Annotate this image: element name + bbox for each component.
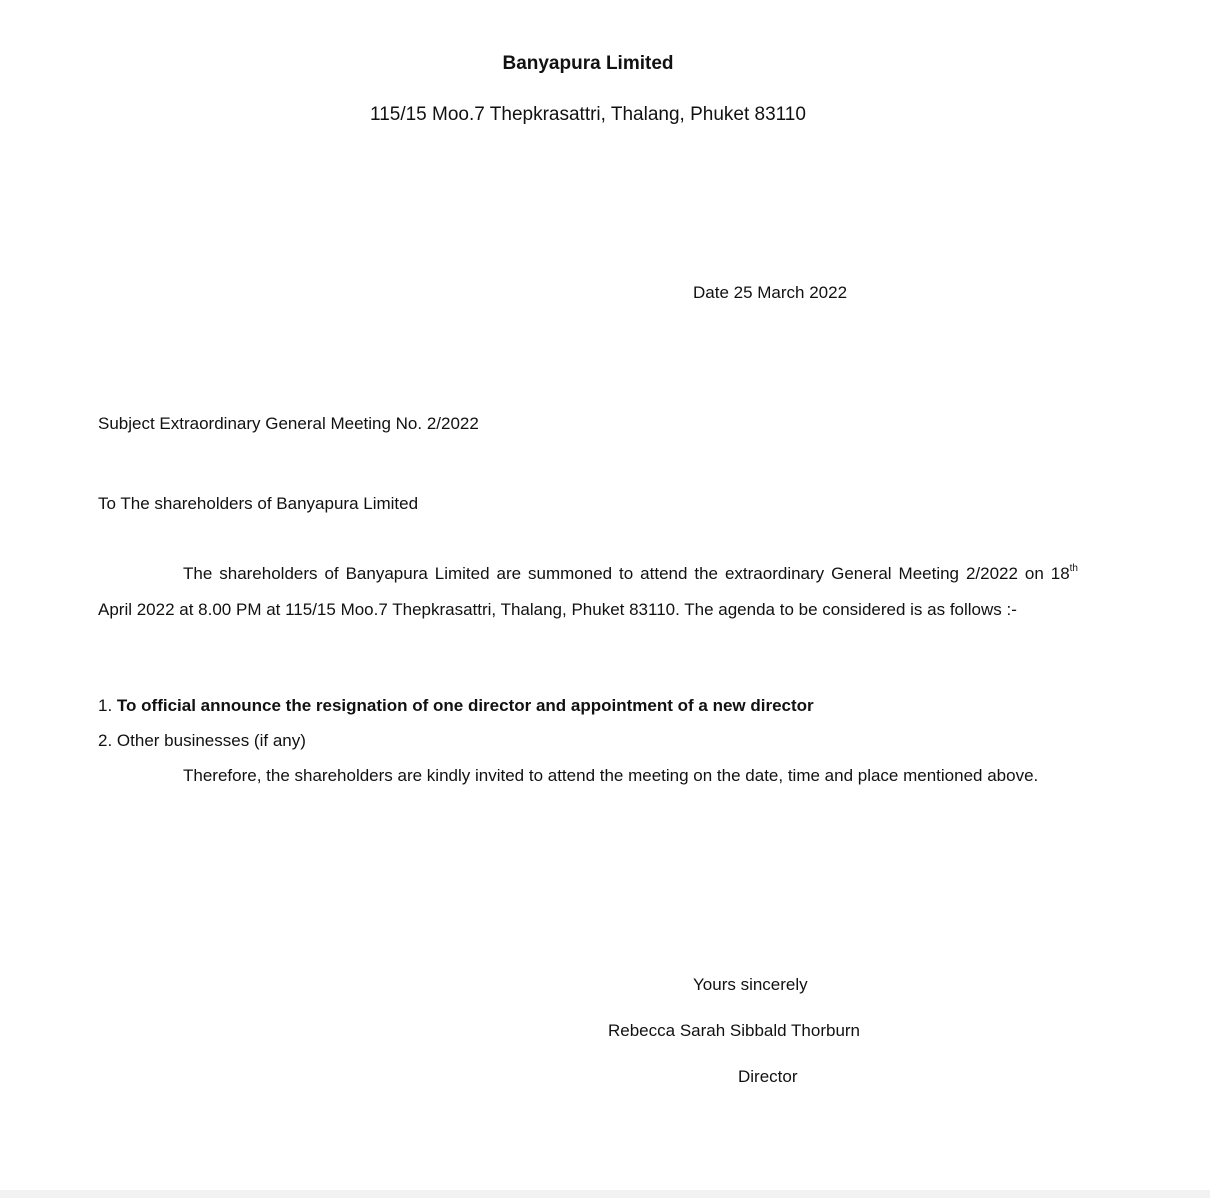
meeting-notice-paragraph — [98, 556, 1078, 628]
salutation: To The shareholders of Banyapura Limited — [98, 494, 419, 513]
notice-text-part-2: April 2022 at 8.00 PM at 115/15 Moo.7 Thepkrasattri, Thalang, Phuket 83110. The agenda to be considered is as follows :- — [98, 600, 1017, 619]
letter-subject: Subject Extraordinary General Meeting No. 2/2022 — [98, 414, 479, 433]
ordinal-suffix: th — [1069, 563, 1078, 574]
agenda-text: Other businesses (if any) — [116, 731, 306, 750]
invitation-text: Therefore, the shareholders are kindly invited to attend the meeting on the date, time and place mentioned above. — [183, 766, 1039, 785]
notice-text-part-1: The shareholders of Banyapura Limited are summoned to attend the extraordinary General Meeting 2/2022 on 18 — [183, 564, 1070, 583]
agenda-item — [98, 695, 814, 717]
page-bottom-edge — [0, 1190, 1210, 1198]
agenda-number: 1. — [98, 696, 113, 715]
signatory-name: Rebecca Sarah Sibbald Thorburn — [608, 1021, 861, 1040]
agenda-item — [98, 730, 306, 752]
invitation-paragraph — [98, 758, 1078, 794]
agenda-text: To official announce the resignation of one director and appointment of a new director — [116, 696, 814, 715]
closing-phrase: Yours sincerely — [693, 975, 808, 994]
signatory-title: Director — [738, 1067, 798, 1086]
company-name: Banyapura Limited — [502, 53, 674, 74]
letter-date: Date 25 March 2022 — [693, 283, 848, 302]
company-address: 115/15 Moo.7 Thepkrasattri, Thalang, Phuket 83110 — [370, 104, 806, 125]
agenda-number: 2. — [98, 731, 113, 750]
